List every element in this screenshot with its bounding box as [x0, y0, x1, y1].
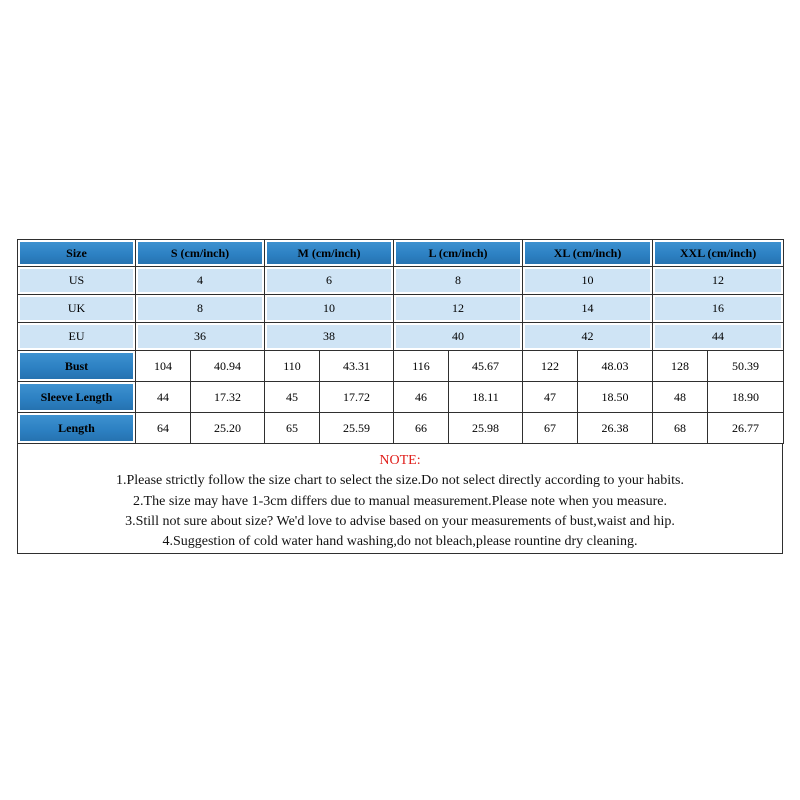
conversion-cell: 14	[523, 295, 653, 323]
cm-value-cell: 66	[394, 413, 449, 444]
measurement-row	[18, 351, 784, 382]
inch-value-cell: 18.90	[708, 382, 784, 413]
row-label: Length	[18, 413, 136, 444]
size-table	[17, 239, 784, 444]
cm-value-cell: 128	[653, 351, 708, 382]
row-label: UK	[18, 295, 136, 323]
conversion-cell: 42	[523, 323, 653, 351]
cm-value-cell: 64	[136, 413, 191, 444]
cm-value-cell: 116	[394, 351, 449, 382]
header-row	[18, 240, 784, 267]
row-label: EU	[18, 323, 136, 351]
header-size-cell: M (cm/inch)	[265, 240, 394, 267]
inch-value-cell: 40.94	[191, 351, 265, 382]
notes-panel	[17, 444, 783, 554]
table-body	[18, 240, 784, 444]
measurement-row	[18, 413, 784, 444]
inch-value-cell: 26.38	[578, 413, 653, 444]
inch-value-cell: 50.39	[708, 351, 784, 382]
header-size-cell: XXL (cm/inch)	[653, 240, 784, 267]
row-label: US	[18, 267, 136, 295]
inch-value-cell: 17.72	[320, 382, 394, 413]
conversion-cell: 8	[136, 295, 265, 323]
conversion-row	[18, 267, 784, 295]
conversion-cell: 36	[136, 323, 265, 351]
note-item: 1.Please strictly follow the size chart to select the size.Do not select directly according to your habits.	[116, 473, 684, 489]
cm-value-cell: 46	[394, 382, 449, 413]
conversion-cell: 10	[523, 267, 653, 295]
cm-value-cell: 47	[523, 382, 578, 413]
row-label: Sleeve Length	[18, 382, 136, 413]
conversion-cell: 16	[653, 295, 784, 323]
inch-value-cell: 45.67	[449, 351, 523, 382]
cm-value-cell: 44	[136, 382, 191, 413]
conversion-cell: 38	[265, 323, 394, 351]
note-item: 4.Suggestion of cold water hand washing,do not bleach,please rountine dry cleaning.	[162, 534, 638, 550]
conversion-cell: 12	[394, 295, 523, 323]
header-size-label: Size	[18, 240, 136, 267]
conversion-cell: 6	[265, 267, 394, 295]
inch-value-cell: 43.31	[320, 351, 394, 382]
row-label: Bust	[18, 351, 136, 382]
conversion-cell: 10	[265, 295, 394, 323]
conversion-row	[18, 323, 784, 351]
header-size-cell: S (cm/inch)	[136, 240, 265, 267]
cm-value-cell: 68	[653, 413, 708, 444]
cm-value-cell: 48	[653, 382, 708, 413]
inch-value-cell: 26.77	[708, 413, 784, 444]
inch-value-cell: 18.50	[578, 382, 653, 413]
size-chart	[17, 239, 783, 554]
inch-value-cell: 25.98	[449, 413, 523, 444]
measurement-row	[18, 382, 784, 413]
note-title: NOTE:	[379, 453, 421, 468]
inch-value-cell: 25.20	[191, 413, 265, 444]
conversion-cell: 12	[653, 267, 784, 295]
conversion-cell: 40	[394, 323, 523, 351]
inch-value-cell: 18.11	[449, 382, 523, 413]
inch-value-cell: 17.32	[191, 382, 265, 413]
conversion-cell: 4	[136, 267, 265, 295]
cm-value-cell: 122	[523, 351, 578, 382]
conversion-cell: 8	[394, 267, 523, 295]
cm-value-cell: 110	[265, 351, 320, 382]
conversion-cell: 44	[653, 323, 784, 351]
cm-value-cell: 67	[523, 413, 578, 444]
cm-value-cell: 65	[265, 413, 320, 444]
cm-value-cell: 45	[265, 382, 320, 413]
note-item: 3.Still not sure about size? We'd love to advise based on your measurements of bust,waist and hip.	[125, 513, 675, 529]
header-size-cell: L (cm/inch)	[394, 240, 523, 267]
inch-value-cell: 25.59	[320, 413, 394, 444]
cm-value-cell: 104	[136, 351, 191, 382]
conversion-row	[18, 295, 784, 323]
header-size-cell: XL (cm/inch)	[523, 240, 653, 267]
note-item: 2.The size may have 1-3cm differs due to manual measurement.Please note when you measure.	[133, 493, 667, 509]
inch-value-cell: 48.03	[578, 351, 653, 382]
